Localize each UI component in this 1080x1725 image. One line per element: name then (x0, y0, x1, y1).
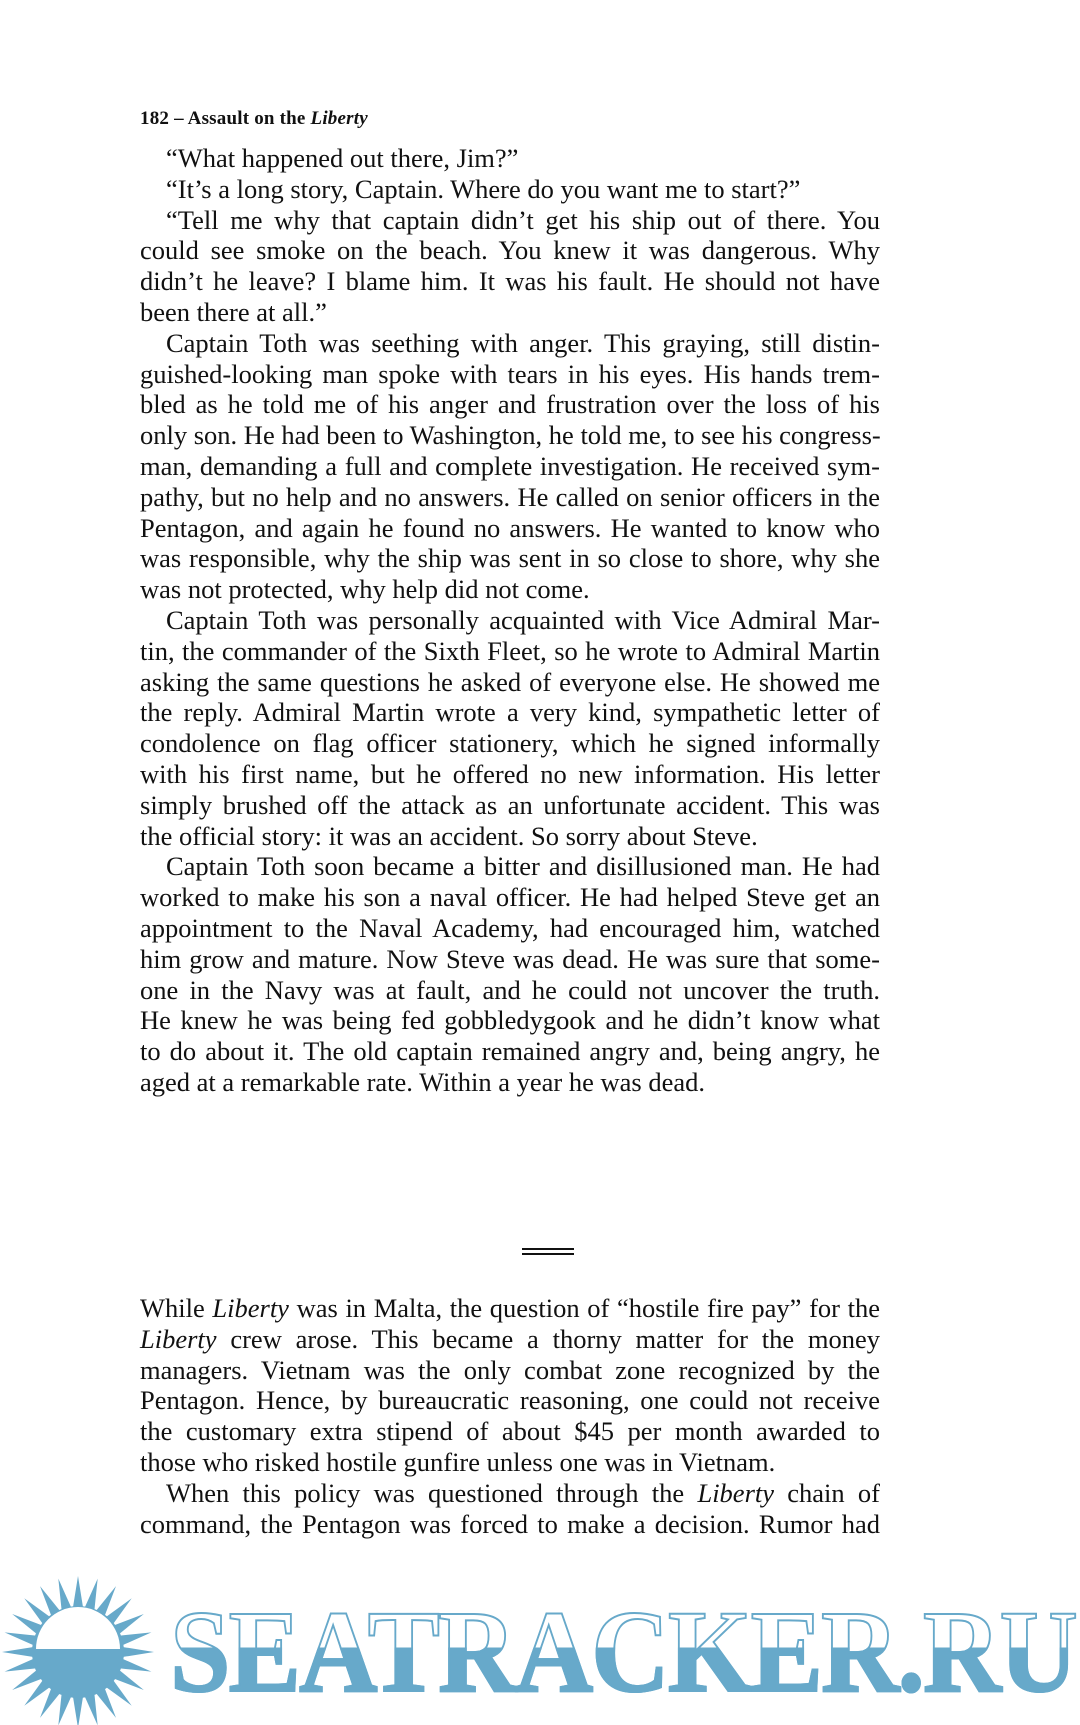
running-head (140, 108, 368, 130)
paragraph (140, 143, 880, 174)
text-line: him grow and mature. Now Steve was dead. He was sure that some- (140, 943, 880, 974)
text-line: one in the Navy was at fault, and he could not uncover the truth. (140, 974, 880, 1005)
text-line: the reply. Admiral Martin wrote a very kind, sympathetic letter of (140, 697, 880, 728)
ship-name-italic: Liberty (212, 1293, 289, 1323)
text-line: Pentagon. Hence, by bureaucratic reasoning, one could not receive (140, 1385, 880, 1416)
text-line: been there at all.” (140, 296, 327, 327)
ship-name-italic: Liberty (697, 1477, 775, 1508)
text-line: only son. He had been to Washington, he told me, to see his congress- (140, 420, 881, 451)
text-line: Liberty crew arose. This became a thorny matter for the money (140, 1323, 880, 1354)
text-line: Captain Toth was seething with anger. This graying, still distin- (166, 327, 880, 358)
sun-over-sea-logo-icon (0, 1570, 160, 1725)
text-line: the customary extra stipend of about $45 per month awarded to (140, 1416, 880, 1447)
text-line: pathy, but no help and no answers. He called on senior officers in the (140, 481, 880, 512)
text-line: “It’s a long story, Captain. Where do you want me to start?” (166, 173, 801, 204)
body-text-section-1 (140, 143, 880, 1098)
book-title-italic: Liberty (310, 108, 368, 129)
text-line: Captain Toth was personally acquainted with Vice Admiral Mar- (166, 604, 880, 635)
text-line: to do about it. The old captain remained angry and, being angry, he (140, 1036, 880, 1067)
text-line: guished-looking man spoke with tears in his eyes. His hands trem- (140, 358, 880, 389)
text-line: was not protected, why help did not come. (140, 574, 590, 605)
body-text-section-2 (140, 1293, 880, 1539)
text-line: Captain Toth soon became a bitter and disillusioned man. He had (166, 851, 880, 882)
text-line: worked to make his son a naval officer. He had helped Steve get an (140, 882, 880, 913)
section-break-rule (522, 1248, 574, 1255)
text-line: simply brushed off the attack as an unfortunate accident. This was (140, 789, 880, 820)
paragraph (140, 205, 880, 328)
text-line: those who risked hostile gunfire unless one was in Vietnam. (140, 1446, 776, 1477)
text-line: condolence on flag officer stationery, which he signed informally (140, 728, 880, 759)
text-line: man, demanding a full and complete investigation. He received sym- (140, 450, 880, 481)
book-title-prefix: Assault on the (187, 108, 306, 129)
text-line: the official story: it was an accident. So sorry about Steve. (140, 820, 758, 851)
text-line: was responsible, why the ship was sent in so close to shore, why she (140, 543, 880, 574)
text-line: could see smoke on the beach. You knew it was dangerous. Why (140, 235, 880, 266)
running-head-separator: – (174, 108, 184, 129)
text-line: with his first name, but he offered no new information. His letter (140, 758, 880, 789)
watermark-text: SEATRACKER.RU (170, 1586, 1076, 1717)
text-line: When this policy was questioned through the Liberty chain of (166, 1477, 880, 1508)
text-line: “What happened out there, Jim?” (166, 143, 519, 173)
text-line: asking the same questions he asked of everyone else. He showed me (140, 666, 880, 697)
text-line: He knew he was being fed gobbledygook and he didn’t know what (140, 1005, 880, 1036)
watermark (0, 1570, 1080, 1725)
paragraph (140, 328, 880, 605)
text-line: didn’t he leave? I blame him. It was his fault. He should not have (140, 266, 880, 297)
text-line: command, the Pentagon was forced to make a decision. Rumor had (140, 1508, 880, 1539)
text-line: managers. Vietnam was the only combat zone recognized by the (140, 1354, 880, 1385)
text-line: While Liberty was in Malta, the question of “hostile fire pay” for the (140, 1293, 880, 1323)
text-line: Pentagon, and again he found no answers. He wanted to know who (140, 512, 880, 543)
text-line: bled as he told me of his anger and frustration over the loss of his (140, 389, 880, 420)
text-line: aged at a remarkable rate. Within a year he was dead. (140, 1066, 705, 1097)
paragraph (140, 605, 880, 851)
paragraph-hostile-fire-pay (140, 1293, 880, 1478)
ship-name-italic: Liberty (140, 1323, 217, 1354)
text-line: appointment to the Naval Academy, had encouraged him, watched (140, 912, 880, 943)
text-line: “Tell me why that captain didn’t get his ship out of there. You (166, 204, 880, 235)
page-number: 182 (140, 108, 170, 129)
paragraph-policy-questioned (140, 1478, 880, 1540)
paragraph (140, 851, 880, 1097)
paragraph (140, 174, 880, 205)
text-line: tin, the commander of the Sixth Fleet, so he wrote to Admiral Martin (140, 635, 880, 666)
